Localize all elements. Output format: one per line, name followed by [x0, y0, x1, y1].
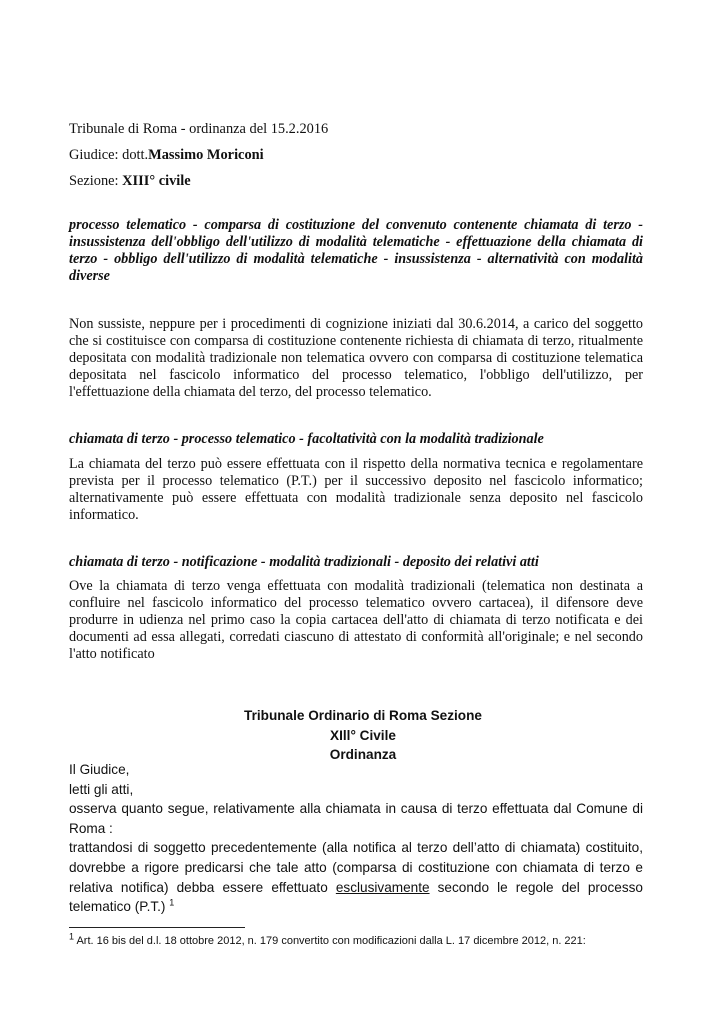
section-name: XIII° civile — [122, 173, 191, 189]
ordinanza-para-1: Il Giudice, — [69, 762, 130, 777]
footnote-text: Art. 16 bis del d.l. 18 ottobre 2012, n. 179 convertito con modificazioni dalla L. 17 dicembre 2012, n. 221: — [74, 935, 586, 947]
ordinanza-heading — [69, 706, 657, 765]
section-line — [69, 173, 643, 199]
judge-name: Massimo Moriconi — [148, 147, 264, 163]
court-section: XIll° Civile — [330, 727, 396, 743]
section-label: Sezione: — [69, 173, 123, 189]
massima-title-2: chiamata di terzo - processo telematico - facoltatività con la modalità tradizionale — [69, 431, 544, 447]
ordinanza-title: Ordinanza — [329, 747, 397, 763]
footnote-ref[interactable]: 1 — [169, 897, 175, 908]
massima-title-3: chiamata di terzo - notificazione - modalità tradizionali - deposito dei relativi atti — [69, 554, 539, 570]
judge-label: Giudice: dott. — [69, 147, 149, 163]
decision-title: Tribunale di Roma - ordinanza del 15.2.2016 — [69, 121, 329, 137]
footnote-separator — [69, 927, 245, 928]
massima-title-1: processo telematico - comparsa di costituzione del convenuto contenente chiamata di terzo - insussistenza dell'obbligo dell'utilizzo di modalità telematiche - effettuazione della chiamata di terzo - obbligo dell'utilizzo di modalità telematiche - insussistenza - alternatività con modalità diverse — [69, 217, 643, 284]
ordinanza-para-4: trattandosi di soggetto precedentemente (alla notifica al terzo dell’atto di chiamata) costituito, dovrebbe a rigore predicarsi che tale atto (comparsa di costituzione con chiamata di terzo e relativa notifica) debba essere effettuato esclusivamente secondo le regole del processo telematico (P.T.) $^1$ — [69, 840, 643, 915]
ordinanza-para-3: osserva quanto segue, relativamente alla chiamata in causa di terzo effettuata dal Comune di Roma : — [69, 801, 643, 836]
footnote — [69, 931, 669, 948]
judge-line — [69, 147, 643, 173]
footnote-number: 1 — [69, 931, 75, 942]
massima-text-1: Non sussiste, neppure per i procedimenti di cognizione iniziati dal 30.6.2014, a carico del soggetto che si costituisce con comparsa di costituzione contenente richiesta di chiamata di terzo, ritualmente depositata con modalità tradizionale non telematica ovvero con comparsa di costituzione telematica depositata nel fascicolo informatico del processo telematico, l'obbligo dell'utilizzo, per l'effettuazione della chiamata del terzo, del processo telematico. — [69, 316, 643, 400]
underlined-word: esclusivamente — [335, 879, 430, 895]
ordinanza-body — [69, 760, 643, 917]
ordinanza-para-2: letti gli atti, — [69, 781, 134, 797]
decision-header — [69, 121, 643, 199]
court-name: Tribunale Ordinario di Roma Sezione — [244, 708, 482, 723]
massima-text-2: La chiamata del terzo può essere effettuata con il rispetto della normativa tecnica e regolamentare prevista per il processo telematico (P.T.) per il successivo deposito nel fascicolo informatico; alternativamente può essere effettuata con modalità tradizionale senza deposito nel fascicolo informatico. — [69, 456, 643, 523]
massima-text-3: Ove la chiamata di terzo venga effettuata con modalità tradizionali (telematica non destinata a confluire nel fascicolo informatico del processo telematico ovvero cartacea), il difensore deve produrre in udienza nel primo caso la copia cartacea dell'atto di chiamata di terzo notificata e dei documenti ad essa allegati, corredati ciascuno di attestato di conformità all'originale; e nel secondo l'atto notificato — [69, 578, 643, 662]
